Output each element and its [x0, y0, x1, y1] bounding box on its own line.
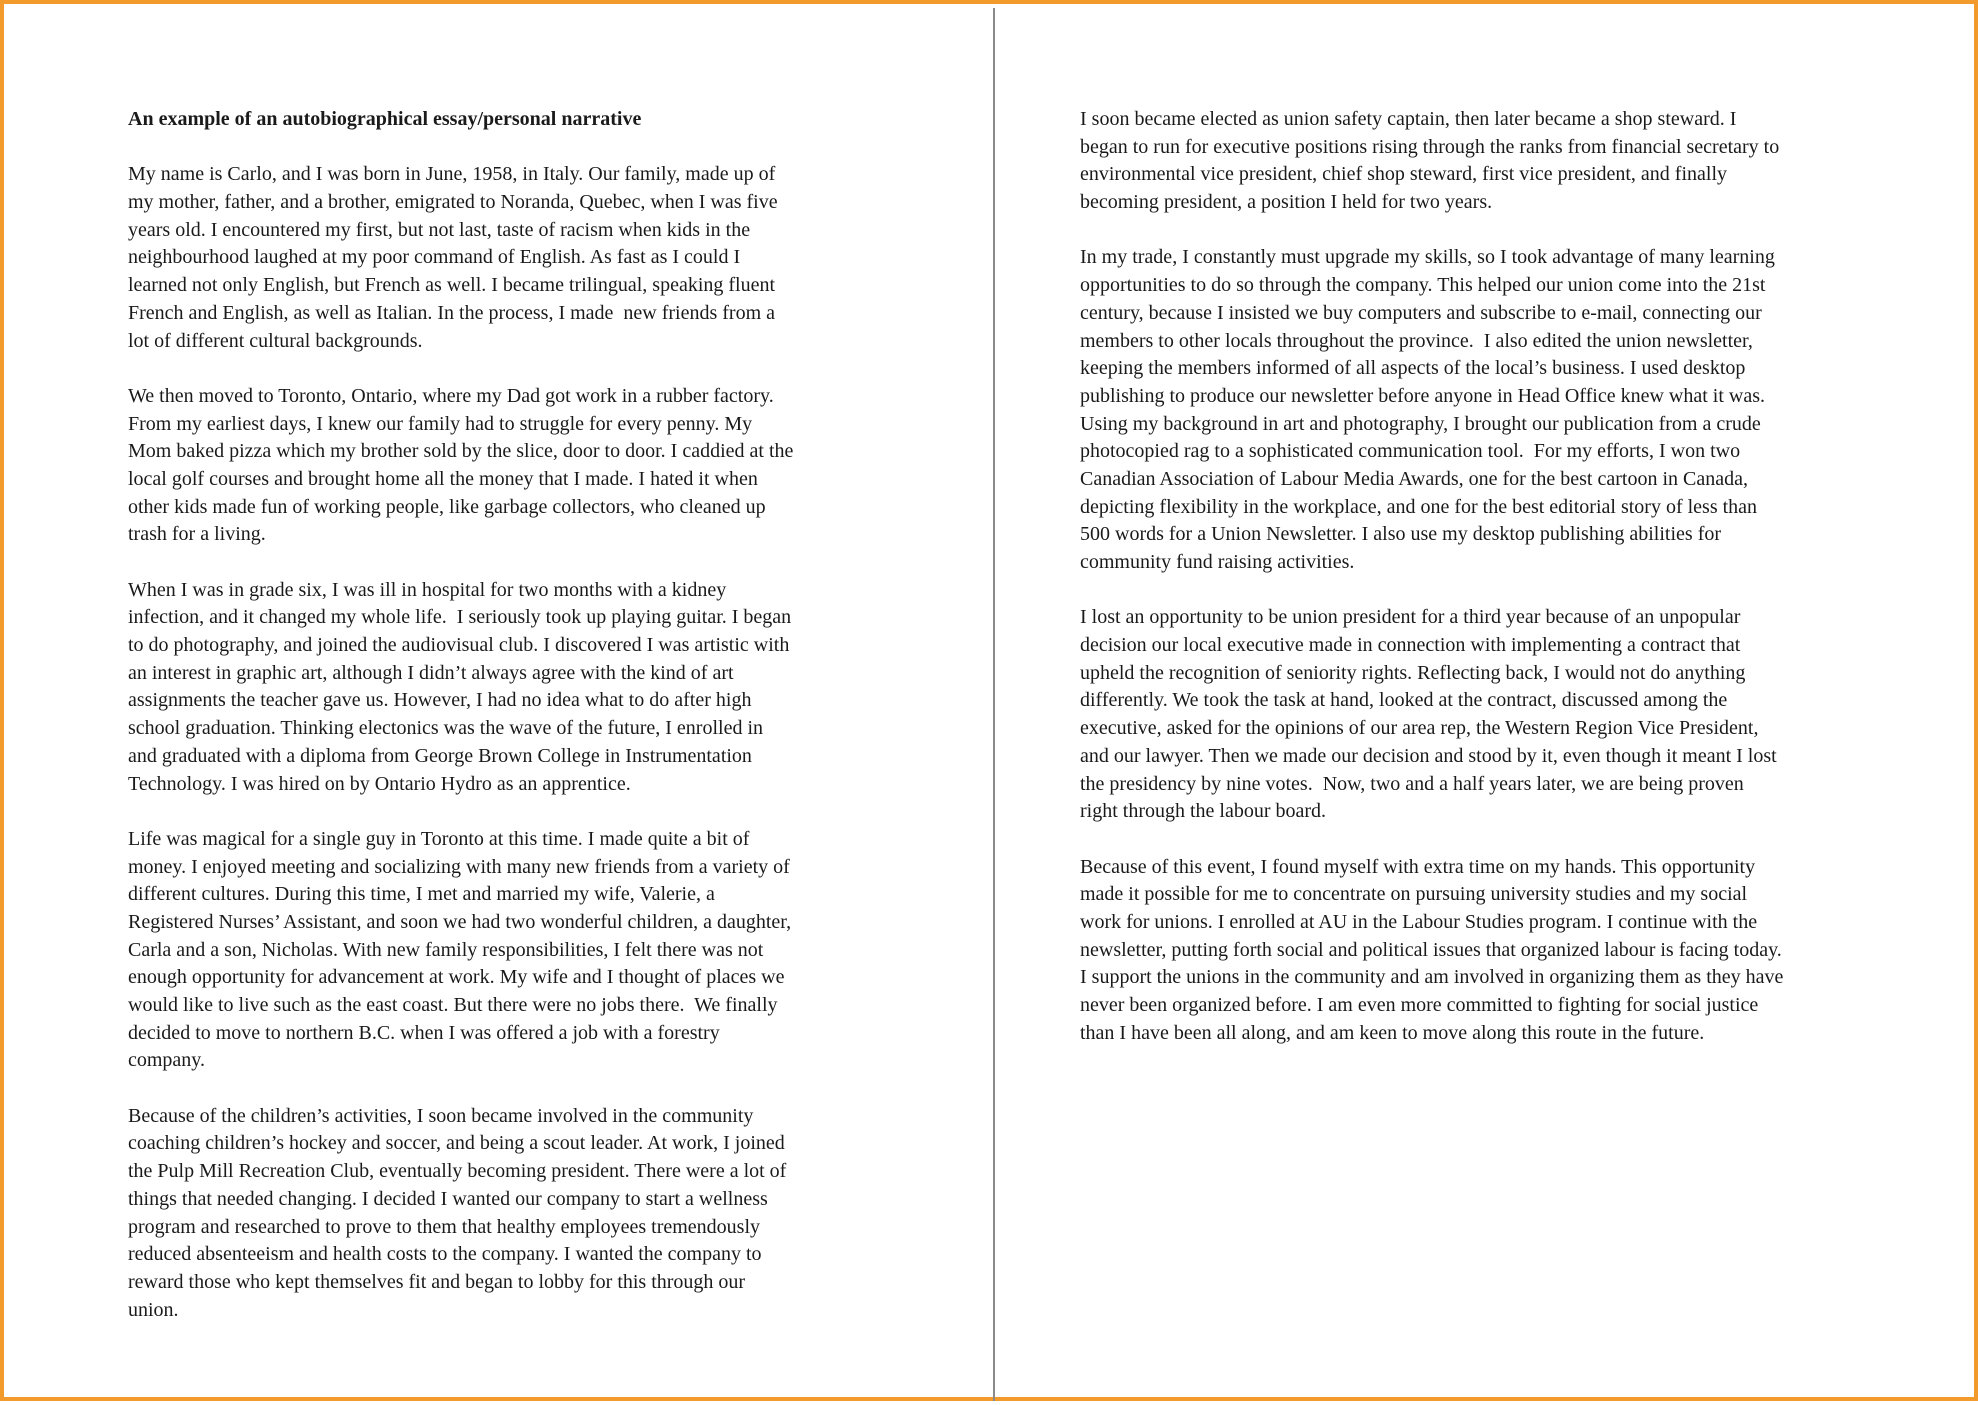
paragraph: [128, 826, 928, 1075]
text-line: and graduated with a diploma from George Brown College in Instrumentation: [128, 744, 752, 767]
text-line: From my earliest days, I knew our family had to struggle for every penny. My: [128, 412, 753, 435]
text-line: reduced absenteeism and health costs to the company. I wanted the company to: [128, 1243, 762, 1266]
text-line: would like to live such as the east coast. But there were no jobs there. We finally: [128, 994, 778, 1017]
text-line: upheld the recognition of seniority rights. Reflecting back, I would not do anything: [1080, 661, 1746, 684]
text-line: infection, and it changed my whole life. I seriously took up playing guitar. I began: [128, 606, 792, 629]
text-line: right through the labour board.: [1080, 800, 1327, 823]
text-line: opportunities to do so through the company. This helped our union come into the 21st: [1080, 274, 1766, 297]
left-page-paragraphs: [128, 161, 928, 1324]
text-line: French and English, as well as Italian. In the process, I made new friends from a: [128, 301, 776, 324]
text-line: the presidency by nine votes. Now, two and a half years later, we are being proven: [1080, 772, 1744, 795]
text-line: made it possible for me to concentrate on pursuing university studies and my social: [1080, 883, 1748, 906]
text-line: members to other locals throughout the province. I also edited the union newsletter,: [1080, 329, 1753, 352]
text-line: and our lawyer. Then we made our decision and stood by it, even though it meant I lost: [1080, 744, 1777, 767]
right-page-paragraphs: [1080, 106, 1960, 1047]
text-line: depicting flexibility in the workplace, and one for the best editorial story of less than: [1080, 495, 1758, 518]
text-line: the Pulp Mill Recreation Club, eventually becoming president. There were a lot of: [128, 1160, 787, 1183]
text-line: local golf courses and brought home all the money that I made. I hated it when: [128, 467, 758, 490]
text-line: my mother, father, and a brother, emigrated to Noranda, Quebec, when I was five: [128, 191, 778, 214]
text-line: decision our local executive made in connection with implementing a contract that: [1080, 634, 1741, 657]
paragraph: [1080, 106, 1960, 217]
text-line: century, because I insisted we buy computers and subscribe to e-mail, connecting our: [1080, 301, 1762, 324]
text-line: union.: [128, 1298, 179, 1321]
paragraph: [1080, 854, 1960, 1048]
text-line: I soon became elected as union safety captain, then later became a shop steward. I: [1080, 108, 1737, 130]
text-line: Because of this event, I found myself with extra time on my hands. This opportunity: [1080, 855, 1756, 878]
text-line: Technology. I was hired on by Ontario Hydro as an apprentice.: [128, 772, 631, 795]
text-line: began to run for executive positions rising through the ranks from financial secretary to: [1080, 135, 1780, 158]
text-line: newsletter, putting forth social and political issues that organized labour is facing today.: [1080, 938, 1782, 961]
paragraph: [128, 1103, 928, 1325]
text-line: never been organized before. I am even more committed to fighting for social justice: [1080, 994, 1759, 1016]
text-line: assignments the teacher gave us. However, I had no idea what to do after high: [128, 689, 752, 712]
paragraph: [128, 577, 928, 799]
text-line: work for unions. I enrolled at AU in the Labour Studies program. I continue with the: [1080, 910, 1758, 933]
text-line: learned not only English, but French as well. I became trilingual, speaking fluent: [128, 274, 776, 297]
text-line: enough opportunity for advancement at work. My wife and I thought of places we: [128, 966, 785, 989]
text-line: reward those who kept themselves fit and began to lobby for this through our: [128, 1270, 746, 1293]
text-line: Canadian Association of Labour Media Awards, one for the best cartoon in Canada,: [1080, 467, 1748, 490]
text-line: environmental vice president, chief shop steward, first vice president, and finally: [1080, 163, 1728, 186]
left-page-text: [128, 106, 928, 1352]
paragraph: [128, 383, 928, 549]
text-line: company.: [128, 1049, 206, 1072]
text-line: trash for a living.: [128, 523, 266, 546]
text-line: Using my background in art and photography, I brought our publication from a crude: [1080, 412, 1761, 435]
text-line: other kids made fun of working people, like garbage collectors, who cleaned up: [128, 495, 766, 518]
text-line: an interest in graphic art, although I didn’t always agree with the kind of art: [128, 661, 734, 684]
essay-heading: An example of an autobiographical essay/personal narrative: [128, 108, 642, 130]
text-line: coaching children’s hockey and soccer, and being a scout leader. At work, I joined: [128, 1132, 785, 1155]
paragraph: [1080, 604, 1960, 826]
text-line: Carla and a son, Nicholas. With new family responsibilities, I felt there was not: [128, 938, 764, 961]
text-line: publishing to produce our newsletter before anyone in Head Office knew what it was.: [1080, 384, 1765, 407]
text-line: When I was in grade six, I was ill in hospital for two months with a kidney: [128, 578, 727, 601]
text-line: lot of different cultural backgrounds.: [128, 329, 423, 352]
text-line: to do photography, and joined the audiovisual club. I discovered I was artistic with: [128, 634, 790, 657]
text-line: My name is Carlo, and I was born in June, 1958, in Italy. Our family, made up of: [128, 163, 776, 186]
left-page: [4, 4, 993, 1405]
text-line: community fund raising activities.: [1080, 551, 1355, 573]
text-line: I support the unions in the community and am involved in organizing them as they have: [1080, 966, 1784, 989]
text-line: Registered Nurses’ Assistant, and soon we had two wonderful children, a daughter,: [128, 910, 792, 933]
paragraph: [128, 161, 928, 355]
text-line: photocopied rag to a sophisticated communication tool. For my efforts, I won two: [1080, 440, 1741, 463]
text-line: things that needed changing. I decided I wanted our company to start a wellness: [128, 1187, 768, 1210]
text-line: money. I enjoyed meeting and socializing with many new friends from a variety of: [128, 855, 790, 878]
text-line: 500 words for a Union Newsletter. I also use my desktop publishing abilities for: [1080, 523, 1722, 546]
text-line: different cultures. During this time, I met and married my wife, Valerie, a: [128, 883, 715, 906]
text-line: years old. I encountered my first, but not last, taste of racism when kids in the: [128, 218, 751, 241]
text-line: decided to move to northern B.C. when I was offered a job with a forestry: [128, 1021, 720, 1044]
text-line: I lost an opportunity to be union president for a third year because of an unpopular: [1080, 606, 1741, 629]
text-line: Mom baked pizza which my brother sold by the slice, door to door. I caddied at the: [128, 440, 794, 463]
text-line: neighbourhood laughed at my poor command of English. As fast as I could I: [128, 246, 741, 269]
right-page-text: [1080, 106, 1960, 1075]
text-line: executive, asked for the opinions of our area rep, the Western Region Vice President,: [1080, 717, 1759, 740]
text-line: In my trade, I constantly must upgrade my skills, so I took advantage of many learning: [1080, 246, 1775, 269]
text-line: differently. We took the task at hand, looked at the contract, discussed among the: [1080, 689, 1728, 712]
text-line: becoming president, a position I held for two years.: [1080, 191, 1493, 214]
text-line: Because of the children’s activities, I soon became involved in the community: [128, 1104, 754, 1127]
text-line: Life was magical for a single guy in Toronto at this time. I made quite a bit of: [128, 827, 750, 850]
text-line: We then moved to Toronto, Ontario, where my Dad got work in a rubber factory.: [128, 384, 774, 407]
text-line: than I have been all along, and am keen to move along this route in the future.: [1080, 1021, 1705, 1044]
text-line: keeping the members informed of all aspects of the local’s business. I used desktop: [1080, 357, 1746, 380]
paragraph: [1080, 244, 1960, 576]
text-line: school graduation. Thinking electonics was the wave of the future, I enrolled in: [128, 717, 763, 740]
text-line: program and researched to prove to them that healthy employees tremendously: [128, 1215, 761, 1238]
right-page: [995, 4, 1978, 1405]
